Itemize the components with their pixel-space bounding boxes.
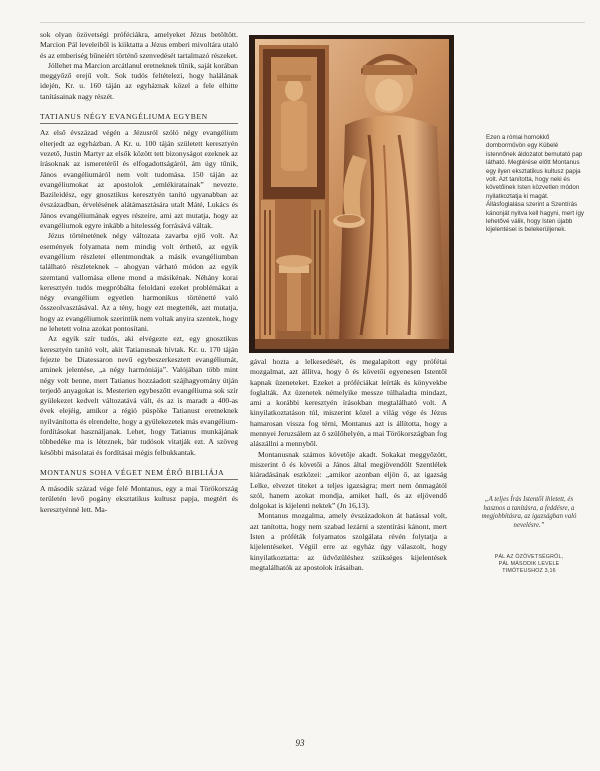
page-number: 93 bbox=[295, 738, 305, 748]
paragraph: A második század vége felé Montanus, egy a mai Törökország területén levő pogány eksztatikus kultusz papja, megtért és keresztyénné lett. Ma- bbox=[40, 484, 238, 514]
paragraph: Montanus mozgalma, amely évszázadokon át hatással volt, azt tanította, hogy nem szabad lezárni a szentírási kánont, mert Isten a próféták folyamatos szolgálata révén folytatja a kijelentéseket. Végül erre az egyház úgy válaszolt, hogy kinyilatkoztatta: az üdvözüléshez szükséges kijelentések megtalálhatók az apostolok írásaiban. bbox=[250, 511, 447, 572]
paragraph: Montanusnak számos követője akadt. Sokakat meggyőzött, miszerint ő és követői a János által megjövendölt Szentlélek kiáradásának eszközei: „amikor azonban eljön ő, az igazság Lelke, elvezet titeket a teljes igazságra; mert nem önmagától szól, hanem azokat mondja, amiket hall, és az eljövendő dolgokat is kijelenti nektek” (Jn 16,13). bbox=[250, 449, 447, 511]
quote-source-line: PÁL AZ ÖZÖVETSÉGRŐL, bbox=[494, 554, 564, 560]
paragraph: Az első évszázad végén a Jézusról szóló négy evangélium elterjedt az egyházban. A Kr. u. 100 táján született keresztyén vezető, Justin Martyr az elsők között tett bizonyságot ezeknek az írásoknak az ismeretéről és elfogadottságáról, ám úgy tűnik, János evangéliumáról nem volt tudomása. 150 táján az evangéliumokat az apostolok „emlékiratainak” nevezte. Bazileidész, egy gnosztikus keresztyén tanító ugyanabban az évszázadban, érvelésének alátámasztására utalt Máté, Lukács és János evangéliumának egyes részeire, ami azt mutatja, hogy az evangéliumok egyre inkább a hitelesség forrásává váltak. bbox=[40, 128, 238, 231]
relief-sculpture-image bbox=[249, 35, 454, 353]
quote-source-line: PÁL MÁSODIK LEVELE bbox=[498, 561, 560, 567]
left-text-column bbox=[40, 30, 238, 515]
quote-source-line: TIMÓTEUSHOZ 3,16 bbox=[502, 568, 556, 574]
right-text-column bbox=[250, 357, 447, 573]
pull-quote-source bbox=[477, 554, 581, 575]
section-heading-tatianus: TATIANUS NÉGY EVANGÉLIUMA EGYBEN bbox=[40, 112, 238, 124]
paragraph: Jóllehet ma Marcion arcátlanul eretneknek tűnik, saját korában meggyőző erejű volt. Sok tudós feltételezi, hogy halálának idején, Kr. u. 160 táján az egyháznak közel a fele elhitte tanításainak nagy részét. bbox=[40, 60, 238, 101]
paragraph: Az egyik szír tudós, aki elvégezte ezt, egy gnosztikus keresztyén tanító volt, akit Tatianusnak hívtak. Kr. u. 170 táján fejezte be Diatessaron nevű egybeszerkesztett evangéliumát, aminek jelentése, „a négy harmóniája”. Valójában több mint négy volt benne, mert Tatianus hozzáadott szájhagyomány útján terjedő anyagokat is. Mesterien egybeszőtt evangéliuma sok szír gyülekezet kedvelt változatává vált, és az is maradt a 400-as évek elejéig, amikor a régió püspöke Tatianust eretneknek nyilvánította és elrendelte, hogy a gyülekezetek más evangélium-fordításokat használjanak. Lehet, hogy Tatianus munkájának többedéke ma is léteznek, bár tudósok vitatják ezt. A szöveg későbbi másolatai és fordításai mégis felbukkantak. bbox=[40, 334, 238, 457]
relief-sculpture-photo bbox=[249, 35, 454, 353]
pull-quote: „A teljes Írás Istentől ihletett, és hasznos a tanításra, a feddésre, a megjobbításra, az igazságban való nevelésre.” bbox=[481, 496, 577, 529]
paragraph: sok olyan özövetségi próféciákra, amelyeket Jézus betöltött. Marcion Pál leveleiből is kiiktatta a Jézus emberi mivoltára utaló és az emberiség bűneiért történő szenvedését tartalmazó részeket. bbox=[40, 30, 238, 60]
photo-caption: Ezen a római homokkő domborművön egy Kübelé istennőnek áldozatot bemutató pap látható. Megtérése előtt Montanus egy ilyen eksztatikus kultusz papja volt. Azt tanította, hogy neki és követőinek Isten közvetlen módon nyilatkoztatja ki magát. Állásfoglalása szerint a Szentírás kánonját nyitva kell hagyni, mert így lehetővé válik, hogy Isten újabb kijelentései is belekerüljenek. bbox=[486, 134, 585, 234]
paragraph: Jézus történetének négy változata zavarba ejtő volt. Az események folyamata nem mindig volt érthető, az egyik evangélium részletei ellentmondtak a másik evangéliumban található részleteknek – ahogyan várható módon az egyik szemtanú vallomása ellene mond a másikénak. Néhány korai keresztyén tudós megpróbálta feloldani ezeket problémákat a négy evangélium egyetlen harmonikus történetté való összeolvasztásával. Az a tény, hogy ezt megtették, azt mutatja, hogy az evangéliumok szerintük nem voltak anyira szentek, hogy ne lehetett volna azokat pontosítani. bbox=[40, 231, 238, 334]
section-heading-montanus: MONTANUS SOHA VÉGET NEM ÉRŐ BIBLIÁJA bbox=[40, 468, 238, 480]
paragraph: gával hozta a lelkesedését, és megalapított egy prófétai mozgalmat, azt állítva, hogy ő és követői egyenesen Istentől kapnak üzeneteket. Ezeket a próféciákat leírták és könyvekbe foglalták. Az üzenetek némelyike messze túlhaladta mindazt, ami a korábbi keresztyén írásokban megtalálható volt. A kinyilatkoztatáson túl, miszerint közel a világ vége és Jézus hamarosan vissza fog térni, Montanus azt is állította, hogy a mennyei Jeruzsálem az ő szülőhelyén, a mai Törökországban fog alászállni a mennyből. bbox=[250, 357, 447, 449]
top-rule bbox=[40, 22, 585, 23]
